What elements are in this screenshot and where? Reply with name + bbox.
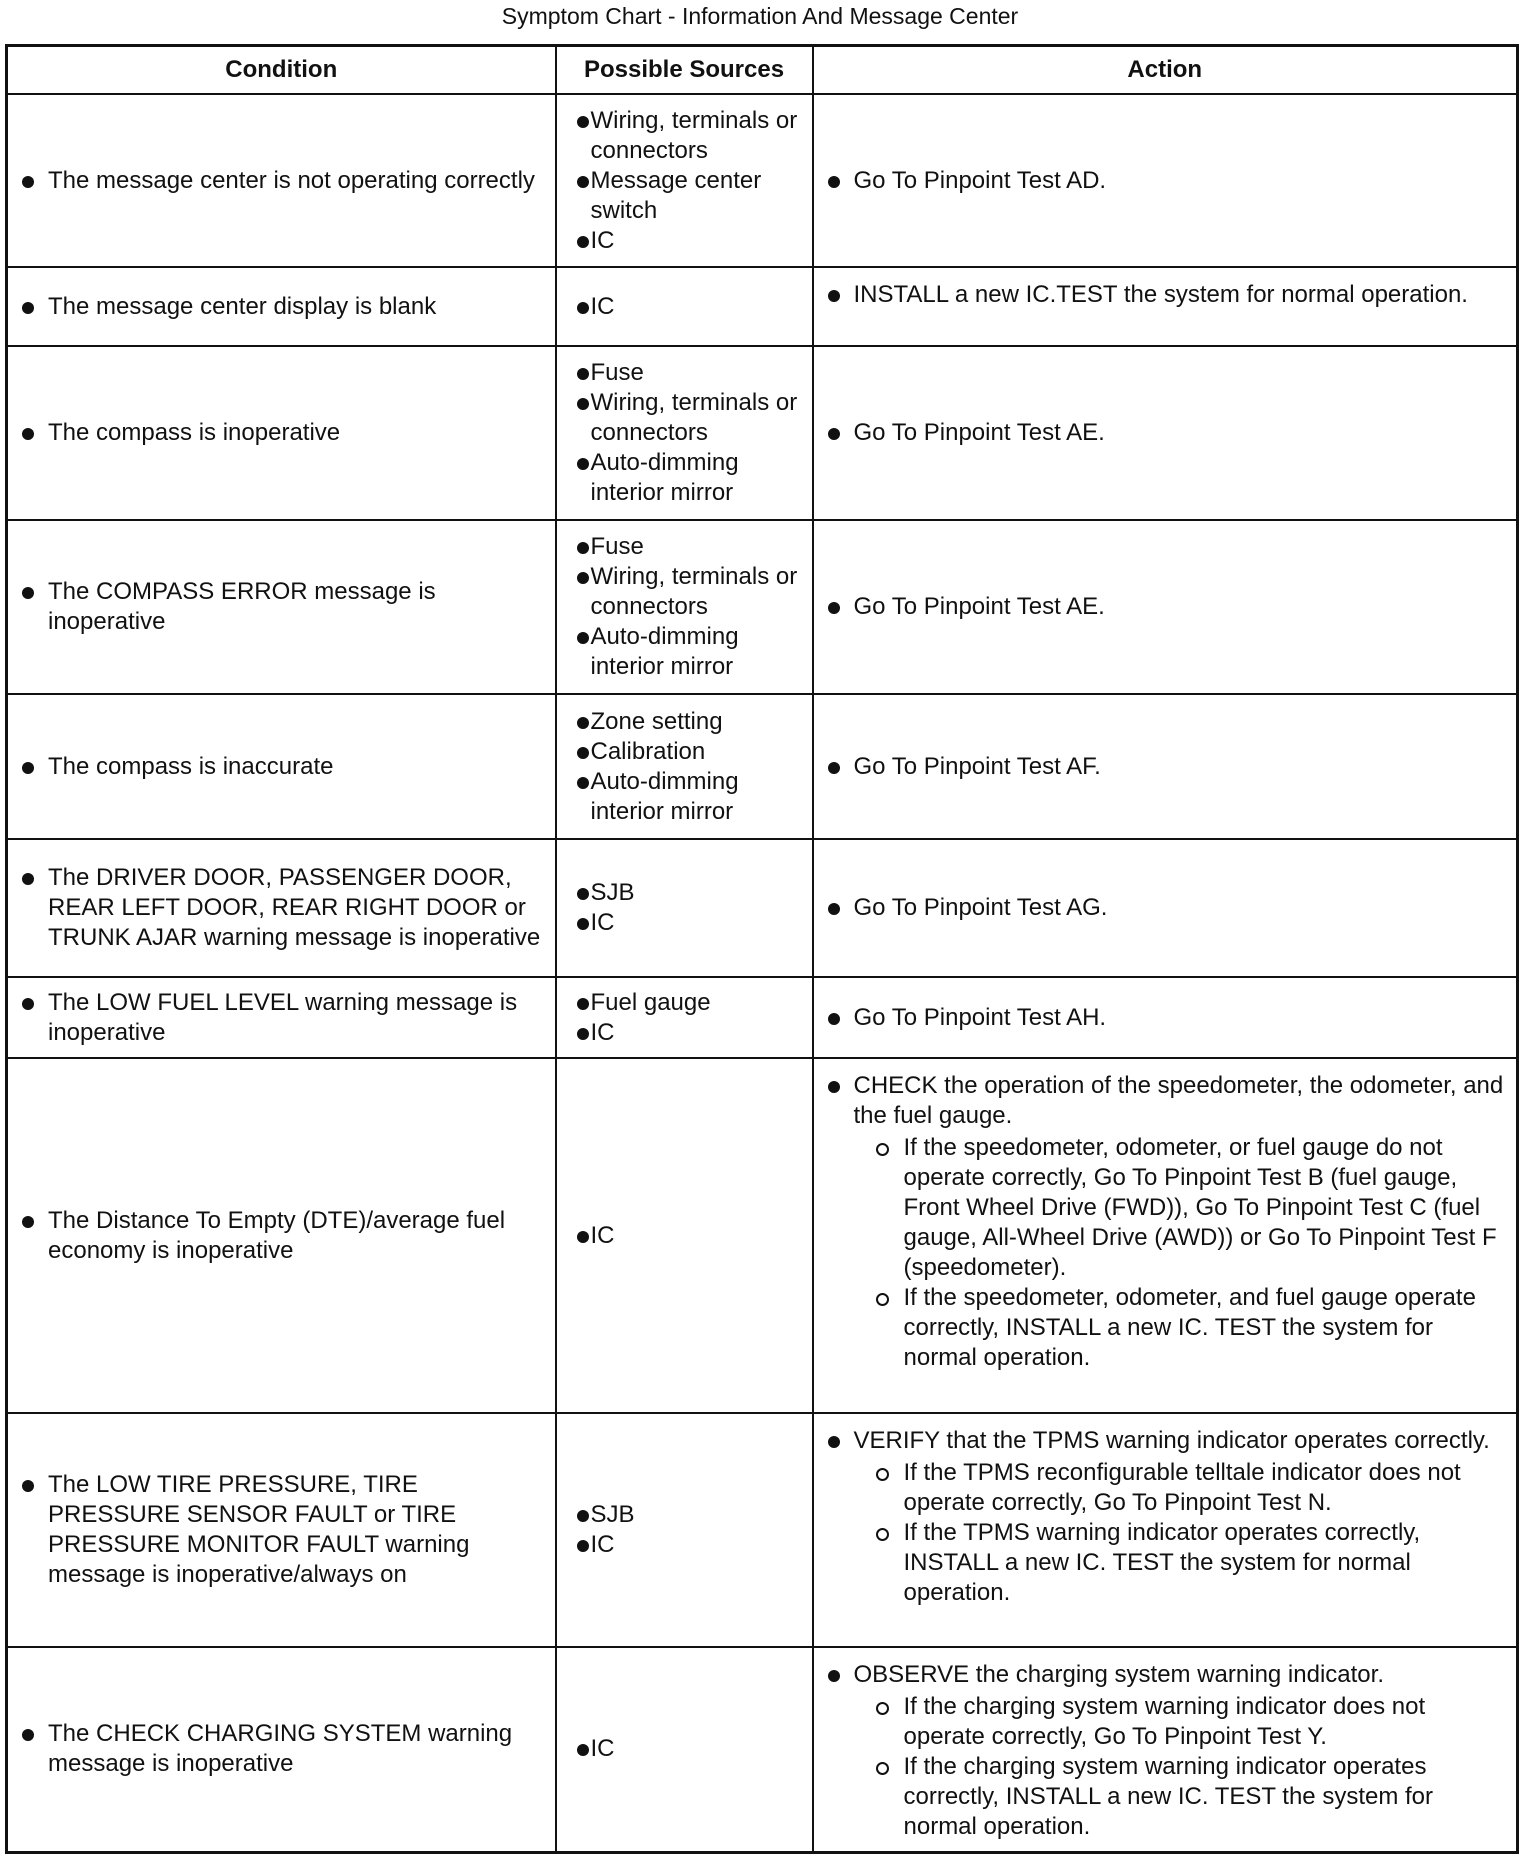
- action-text: VERIFY that the TPMS warning indicator operates correctly.: [853, 1427, 1490, 1454]
- action-cell: [813, 694, 1518, 839]
- possible-sources-cell: [556, 520, 813, 694]
- action-cell: [813, 977, 1518, 1058]
- action-cell: [813, 346, 1518, 520]
- source-item: IC: [557, 908, 808, 938]
- table-row: [7, 1413, 1518, 1647]
- source-item: Fuse: [557, 358, 808, 388]
- header-possible-sources: Possible Sources: [556, 46, 813, 95]
- action-cell: [813, 1413, 1518, 1647]
- table-row: [7, 346, 1518, 520]
- action-text: Go To Pinpoint Test AF.: [853, 752, 1101, 780]
- table-row: [7, 1647, 1518, 1852]
- table-row: [7, 977, 1518, 1058]
- condition-text: The DRIVER DOOR, PASSENGER DOOR, REAR LEFT DOOR, REAR RIGHT DOOR or TRUNK AJAR warning message is inoperative: [16, 863, 549, 953]
- source-item: IC: [557, 1018, 808, 1048]
- possible-sources-cell: [556, 977, 813, 1058]
- condition-cell: [7, 520, 556, 694]
- chart-title: Symptom Chart - Information And Message Center: [501, 3, 1019, 29]
- source-item: IC: [557, 1221, 808, 1251]
- action-step: [822, 1426, 1511, 1608]
- condition-text: The CHECK CHARGING SYSTEM warning message is inoperative: [16, 1719, 549, 1779]
- source-item: IC: [557, 1734, 808, 1764]
- source-item: Fuel gauge: [557, 988, 808, 1018]
- action-text: Go To Pinpoint Test AD.: [853, 166, 1107, 194]
- action-step: [822, 893, 1511, 923]
- condition-text: The message center display is blank: [16, 292, 549, 322]
- action-text: Go To Pinpoint Test AE.: [853, 593, 1105, 620]
- action-cell: [813, 520, 1518, 694]
- action-step: [822, 1071, 1511, 1373]
- action-step: [822, 592, 1511, 622]
- action-text: Go To Pinpoint Test AG.: [853, 894, 1108, 921]
- possible-sources-cell: [556, 1647, 813, 1852]
- action-cell: [813, 94, 1518, 267]
- condition-text: The LOW FUEL LEVEL warning message is inoperative: [16, 988, 549, 1048]
- source-item: Wiring, terminals or connectors: [557, 388, 808, 448]
- source-item: Fuse: [557, 532, 808, 562]
- condition-cell: [7, 1413, 556, 1647]
- condition-text: The LOW TIRE PRESSURE, TIRE PRESSURE SENSOR FAULT or TIRE PRESSURE MONITOR FAULT warning message is inoperative/always on: [16, 1470, 549, 1590]
- source-item: Wiring, terminals or connectors: [557, 562, 808, 622]
- action-step: [822, 1003, 1511, 1033]
- source-item: Message center switch: [557, 166, 808, 226]
- condition-cell: [7, 1058, 556, 1413]
- source-item: Auto-dimming interior mirror: [557, 767, 808, 827]
- action-cell: [813, 267, 1518, 346]
- action-text: INSTALL a new IC.TEST the system for normal operation.: [853, 281, 1468, 308]
- table-row: [7, 839, 1518, 977]
- table-row: [7, 267, 1518, 346]
- possible-sources-cell: [556, 1058, 813, 1413]
- action-text: Go To Pinpoint Test AH.: [853, 1003, 1107, 1031]
- condition-cell: [7, 1647, 556, 1852]
- condition-text: The message center is not operating correctly: [16, 166, 549, 196]
- action-substep: If the charging system warning indicator does not operate correctly, Go To Pinpoint Test Y.: [872, 1692, 1511, 1752]
- table-row: [7, 520, 1518, 694]
- action-step: [822, 280, 1511, 310]
- possible-sources-cell: [556, 839, 813, 977]
- action-cell: [813, 1647, 1518, 1852]
- table-row: [7, 94, 1518, 267]
- action-step: [822, 1660, 1511, 1842]
- action-substep: If the TPMS warning indicator operates correctly, INSTALL a new IC. TEST the system for normal operation.: [872, 1518, 1511, 1608]
- action-text: CHECK the operation of the speedometer, the odometer, and the fuel gauge.: [853, 1072, 1504, 1129]
- source-item: Calibration: [557, 737, 808, 767]
- table-row: [7, 1058, 1518, 1413]
- action-substep: If the speedometer, odometer, or fuel gauge do not operate correctly, Go To Pinpoint Test B (fuel gauge, Front Wheel Drive (FWD)), Go To Pinpoint Test C (fuel gauge, All-Wheel Drive (AWD)) or Go To Pinpoint Test F (speedometer).: [872, 1133, 1511, 1283]
- header-condition: Condition: [7, 46, 556, 95]
- action-cell: [813, 839, 1518, 977]
- action-step: [822, 166, 1511, 196]
- header-action: Action: [813, 46, 1518, 95]
- action-step: [822, 418, 1511, 448]
- condition-cell: [7, 977, 556, 1058]
- header-row: [7, 46, 1518, 95]
- condition-text: The compass is inoperative: [16, 418, 549, 448]
- source-item: Wiring, terminals or connectors: [557, 106, 808, 166]
- source-item: IC: [557, 292, 808, 322]
- condition-cell: [7, 267, 556, 346]
- source-item: IC: [557, 226, 808, 256]
- action-substep: If the charging system warning indicator operates correctly, INSTALL a new IC. TEST the system for normal operation.: [872, 1752, 1511, 1842]
- action-step: [822, 752, 1511, 782]
- action-cell: [813, 1058, 1518, 1413]
- condition-text: The COMPASS ERROR message is inoperative: [16, 577, 549, 637]
- possible-sources-cell: [556, 694, 813, 839]
- condition-text: The compass is inaccurate: [16, 752, 549, 782]
- action-text: OBSERVE the charging system warning indicator.: [853, 1661, 1384, 1688]
- possible-sources-cell: [556, 94, 813, 267]
- table-row: [7, 694, 1518, 839]
- possible-sources-cell: [556, 1413, 813, 1647]
- source-item: SJB: [557, 1500, 808, 1530]
- possible-sources-cell: [556, 267, 813, 346]
- condition-cell: [7, 94, 556, 267]
- action-text: Go To Pinpoint Test AE.: [853, 419, 1105, 446]
- source-item: Auto-dimming interior mirror: [557, 622, 808, 682]
- action-substep: If the speedometer, odometer, and fuel gauge operate correctly, INSTALL a new IC. TEST the system for normal operation.: [872, 1283, 1511, 1373]
- condition-cell: [7, 346, 556, 520]
- source-item: SJB: [557, 878, 808, 908]
- condition-cell: [7, 694, 556, 839]
- action-substep: If the TPMS reconfigurable telltale indicator does not operate correctly, Go To Pinpoint Test N.: [872, 1458, 1511, 1518]
- possible-sources-cell: [556, 346, 813, 520]
- source-item: IC: [557, 1530, 808, 1560]
- source-item: Auto-dimming interior mirror: [557, 448, 808, 508]
- condition-text: The Distance To Empty (DTE)/average fuel economy is inoperative: [16, 1206, 549, 1266]
- condition-cell: [7, 839, 556, 977]
- symptom-table: [5, 44, 1519, 1854]
- source-item: Zone setting: [557, 707, 808, 737]
